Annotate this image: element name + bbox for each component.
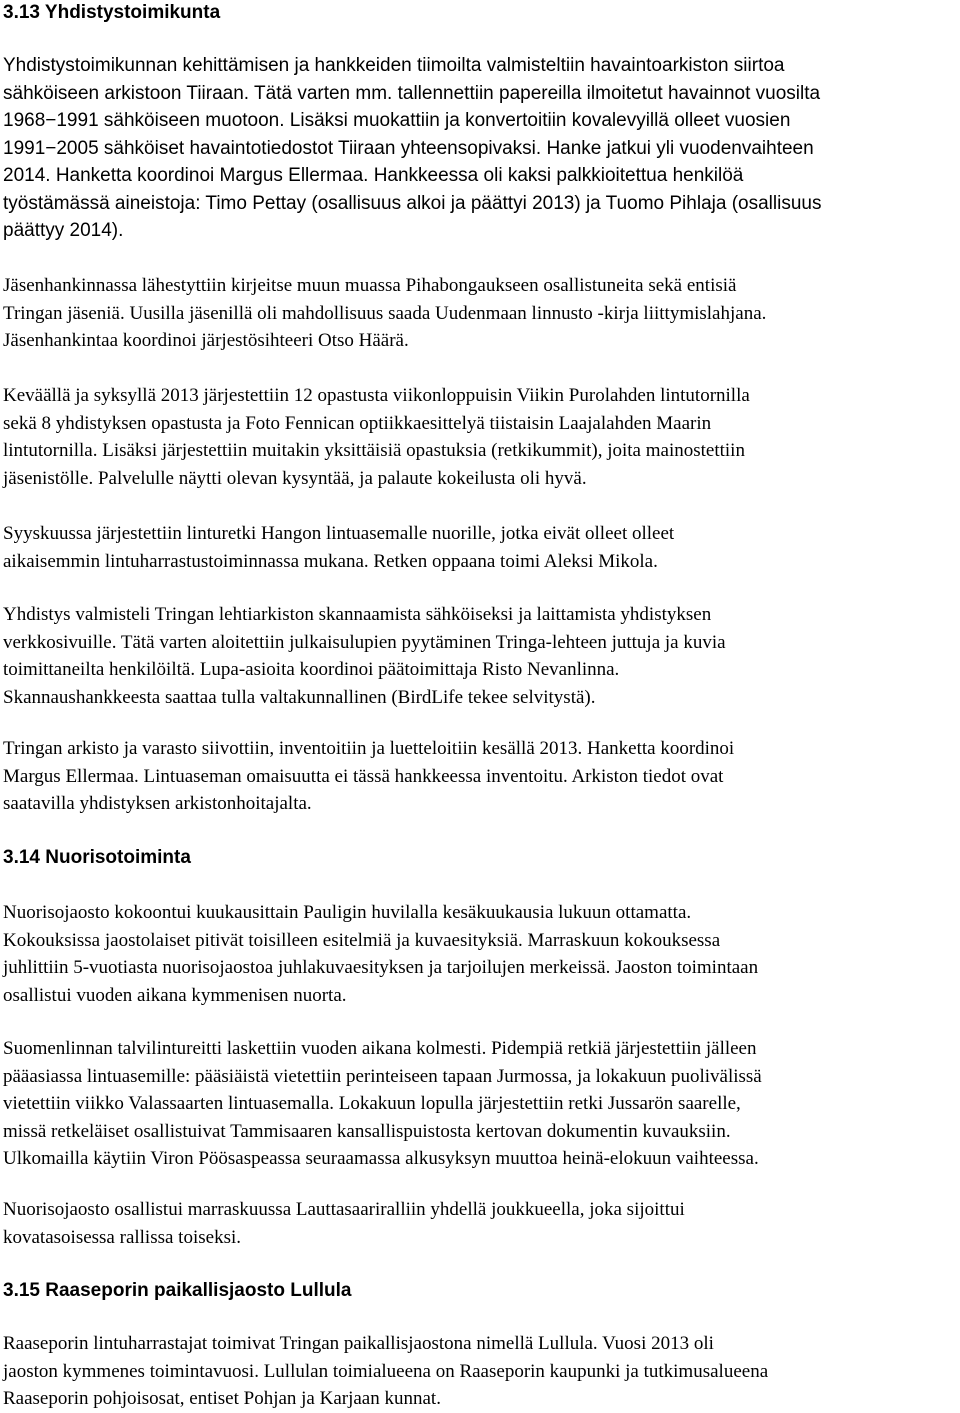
text-line: juhlittiin 5-vuotiasta nuorisojaostoa juhlakuvaesityksen ja tarjoilujen merkeissä. Jaoston toimintaan [3,957,759,978]
text-line: kovatasoisessa rallissa toiseksi. [3,1226,241,1248]
text-line: lintutornilla. Lisäksi järjestettiin muitakin yksittäisiä opastuksia (retkikummit), joita mainostettiin [3,440,745,461]
text-line: vietettiin viikko Valassaarten lintuasemalla. Lokakuun lopulla järjestettiin retki Jussarön saarelle, [3,1093,741,1114]
text-line: Nuorisojaosto kokoontui kuukausittain Pauligin huvilalla kesäkuukausia lukuun ottamatta. [3,902,692,923]
text-line: 2014. Hanketta koordinoi Margus Ellermaa. Hankkeessa oli kaksi palkkioitettua henkilöä [3,165,744,186]
text-line: Yhdistystoimikunnan kehittämisen ja hankkeiden tiimoilta valmisteltiin havaintoarkiston siirtoa [3,55,785,76]
paragraph [3,1196,685,1251]
paragraph [3,1035,762,1173]
text-line: Tringan jäseniä. Uusilla jäsenillä oli mahdollisuus saada Uudenmaan linnusto -kirja liittymislahjana. [3,302,767,324]
text-line: sähköiseen arkistoon Tiiraan. Tätä varten mm. tallennettiin papereilla ilmoitetut havainnot vuosilta [3,82,821,104]
text-line: sekä 8 yhdistyksen opastusta ja Foto Fennican optiikkaesittelyä tiistaisin Laajalahden Maarin [3,412,712,434]
text-line: missä retkeläiset osallistuivat Tammisaaren kansallispuistosta kertovan dokumentin kuvauksiin. [3,1120,731,1142]
text-line: Jäsenhankintaa koordinoi järjestösihteeri Otso Häärä. [3,330,409,351]
text-line: Keväällä ja syksyllä 2013 järjestettiin 12 opastusta viikonloppuisin Viikin Purolahden lintutornilla [3,385,750,406]
paragraph [3,899,758,1009]
text-line: Syyskuussa järjestettiin linturetki Hangon lintuasemalle nuorille, jotka eivät olleet olleet [3,523,675,544]
text-line: työstämässä aineistoja: Timo Pettay (osallisuus alkoi ja päättyi 2013) ja Tuomo Pihlaja (osallisuus [3,192,822,214]
text-line: Margus Ellermaa. Lintuaseman omaisuutta ei tässä hankkeessa inventoitu. Arkiston tiedot ovat [3,765,724,787]
section-heading: 3.14 Nuorisotoiminta [3,847,191,868]
section-heading: 3.15 Raaseporin paikallisjaosto Lullula [3,1280,352,1301]
text-line: 1991−2005 sähköiset havaintotiedostot Tiiraan yhteensopivaksi. Hanke jatkui yli vuodenvaihteen [3,137,814,159]
paragraph [3,735,734,818]
text-line: Tringan arkisto ja varasto siivottiin, inventoitiin ja luetteloitiin kesällä 2013. Hanketta koordinoi [3,738,735,759]
text-line: verkkosivuille. Tätä varten aloitettiin julkaisulupien pyytäminen Tringa-lehteen juttuja ja kuvia [3,631,726,653]
text-line: Kokouksissa jaostolaiset pitivät toisilleen esitelmiä ja kuvaesityksiä. Marraskuun kokouksessa [3,929,721,951]
text-line: Nuorisojaosto osallistui marraskuussa Lauttasaariralliin yhdellä joukkueella, joka sijoittui [3,1199,685,1220]
text-line: jäsenistölle. Palvelulle näytti olevan kysyntää, ja palaute kokeilusta oli hyvä. [3,467,587,489]
text-line: Yhdistys valmisteli Tringan lehtiarkiston skannaamista sähköiseksi ja laittamista yhdistyksen [3,604,712,625]
text-line: saatavilla yhdistyksen arkistonhoitajalta. [3,793,312,814]
section-heading: 3.13 Yhdistystoimikunta [3,2,221,23]
paragraph [3,601,726,711]
text-line: Suomenlinnan talvilintureitti laskettiin vuoden aikana kolmesti. Pidempiä retkiä järjestettiin jälleen [3,1038,757,1059]
text-line: Raaseporin pohjoisosat, entiset Pohjan ja Karjaan kunnat. [3,1388,441,1409]
paragraph [3,520,674,575]
paragraph [3,1330,768,1413]
text-line: jaoston kymmenes toimintavuosi. Lullulan toimialueena on Raaseporin kaupunki ja tutkimusalueena [3,1360,769,1382]
text-line: Jäsenhankinnassa lähestyttiin kirjeitse muun muassa Pihabongaukseen osallistuneita sekä entisiä [3,275,737,296]
text-line: osallistui vuoden aikana kymmenisen nuorta. [3,984,347,1006]
text-line: päättyy 2014). [3,220,124,241]
text-line: Skannaushankkeesta saattaa tulla valtakunnallinen (BirdLife tekee selvitystä). [3,686,596,708]
paragraph [3,272,766,355]
paragraph [3,52,821,245]
text-line: 1968−1991 sähköiseen muotoon. Lisäksi muokattiin ja konvertoitiin kovalevyillä olleet vuosien [3,110,791,131]
text-line: Ulkomailla käytiin Viron Pöösaspeassa seuraamassa alkusyksyn muuttoa heinä-elokuun vaihteessa. [3,1148,759,1169]
text-line: aikaisemmin lintuharrastustoiminnassa mukana. Retken oppaana toimi Aleksi Mikola. [3,550,658,572]
text-line: pääasiassa lintuasemille: pääsiäistä vietettiin perinteiseen tapaan Jurmossa, ja lokakuun puolivälissä [3,1065,762,1087]
paragraph [3,382,750,492]
text-line: toimittaneilta henkilöiltä. Lupa-asioita koordinoi päätoimittaja Risto Nevanlinna. [3,659,620,680]
text-line: Raaseporin lintuharrastajat toimivat Tringan paikallisjaostona nimellä Lullula. Vuosi 2013 oli [3,1333,714,1354]
